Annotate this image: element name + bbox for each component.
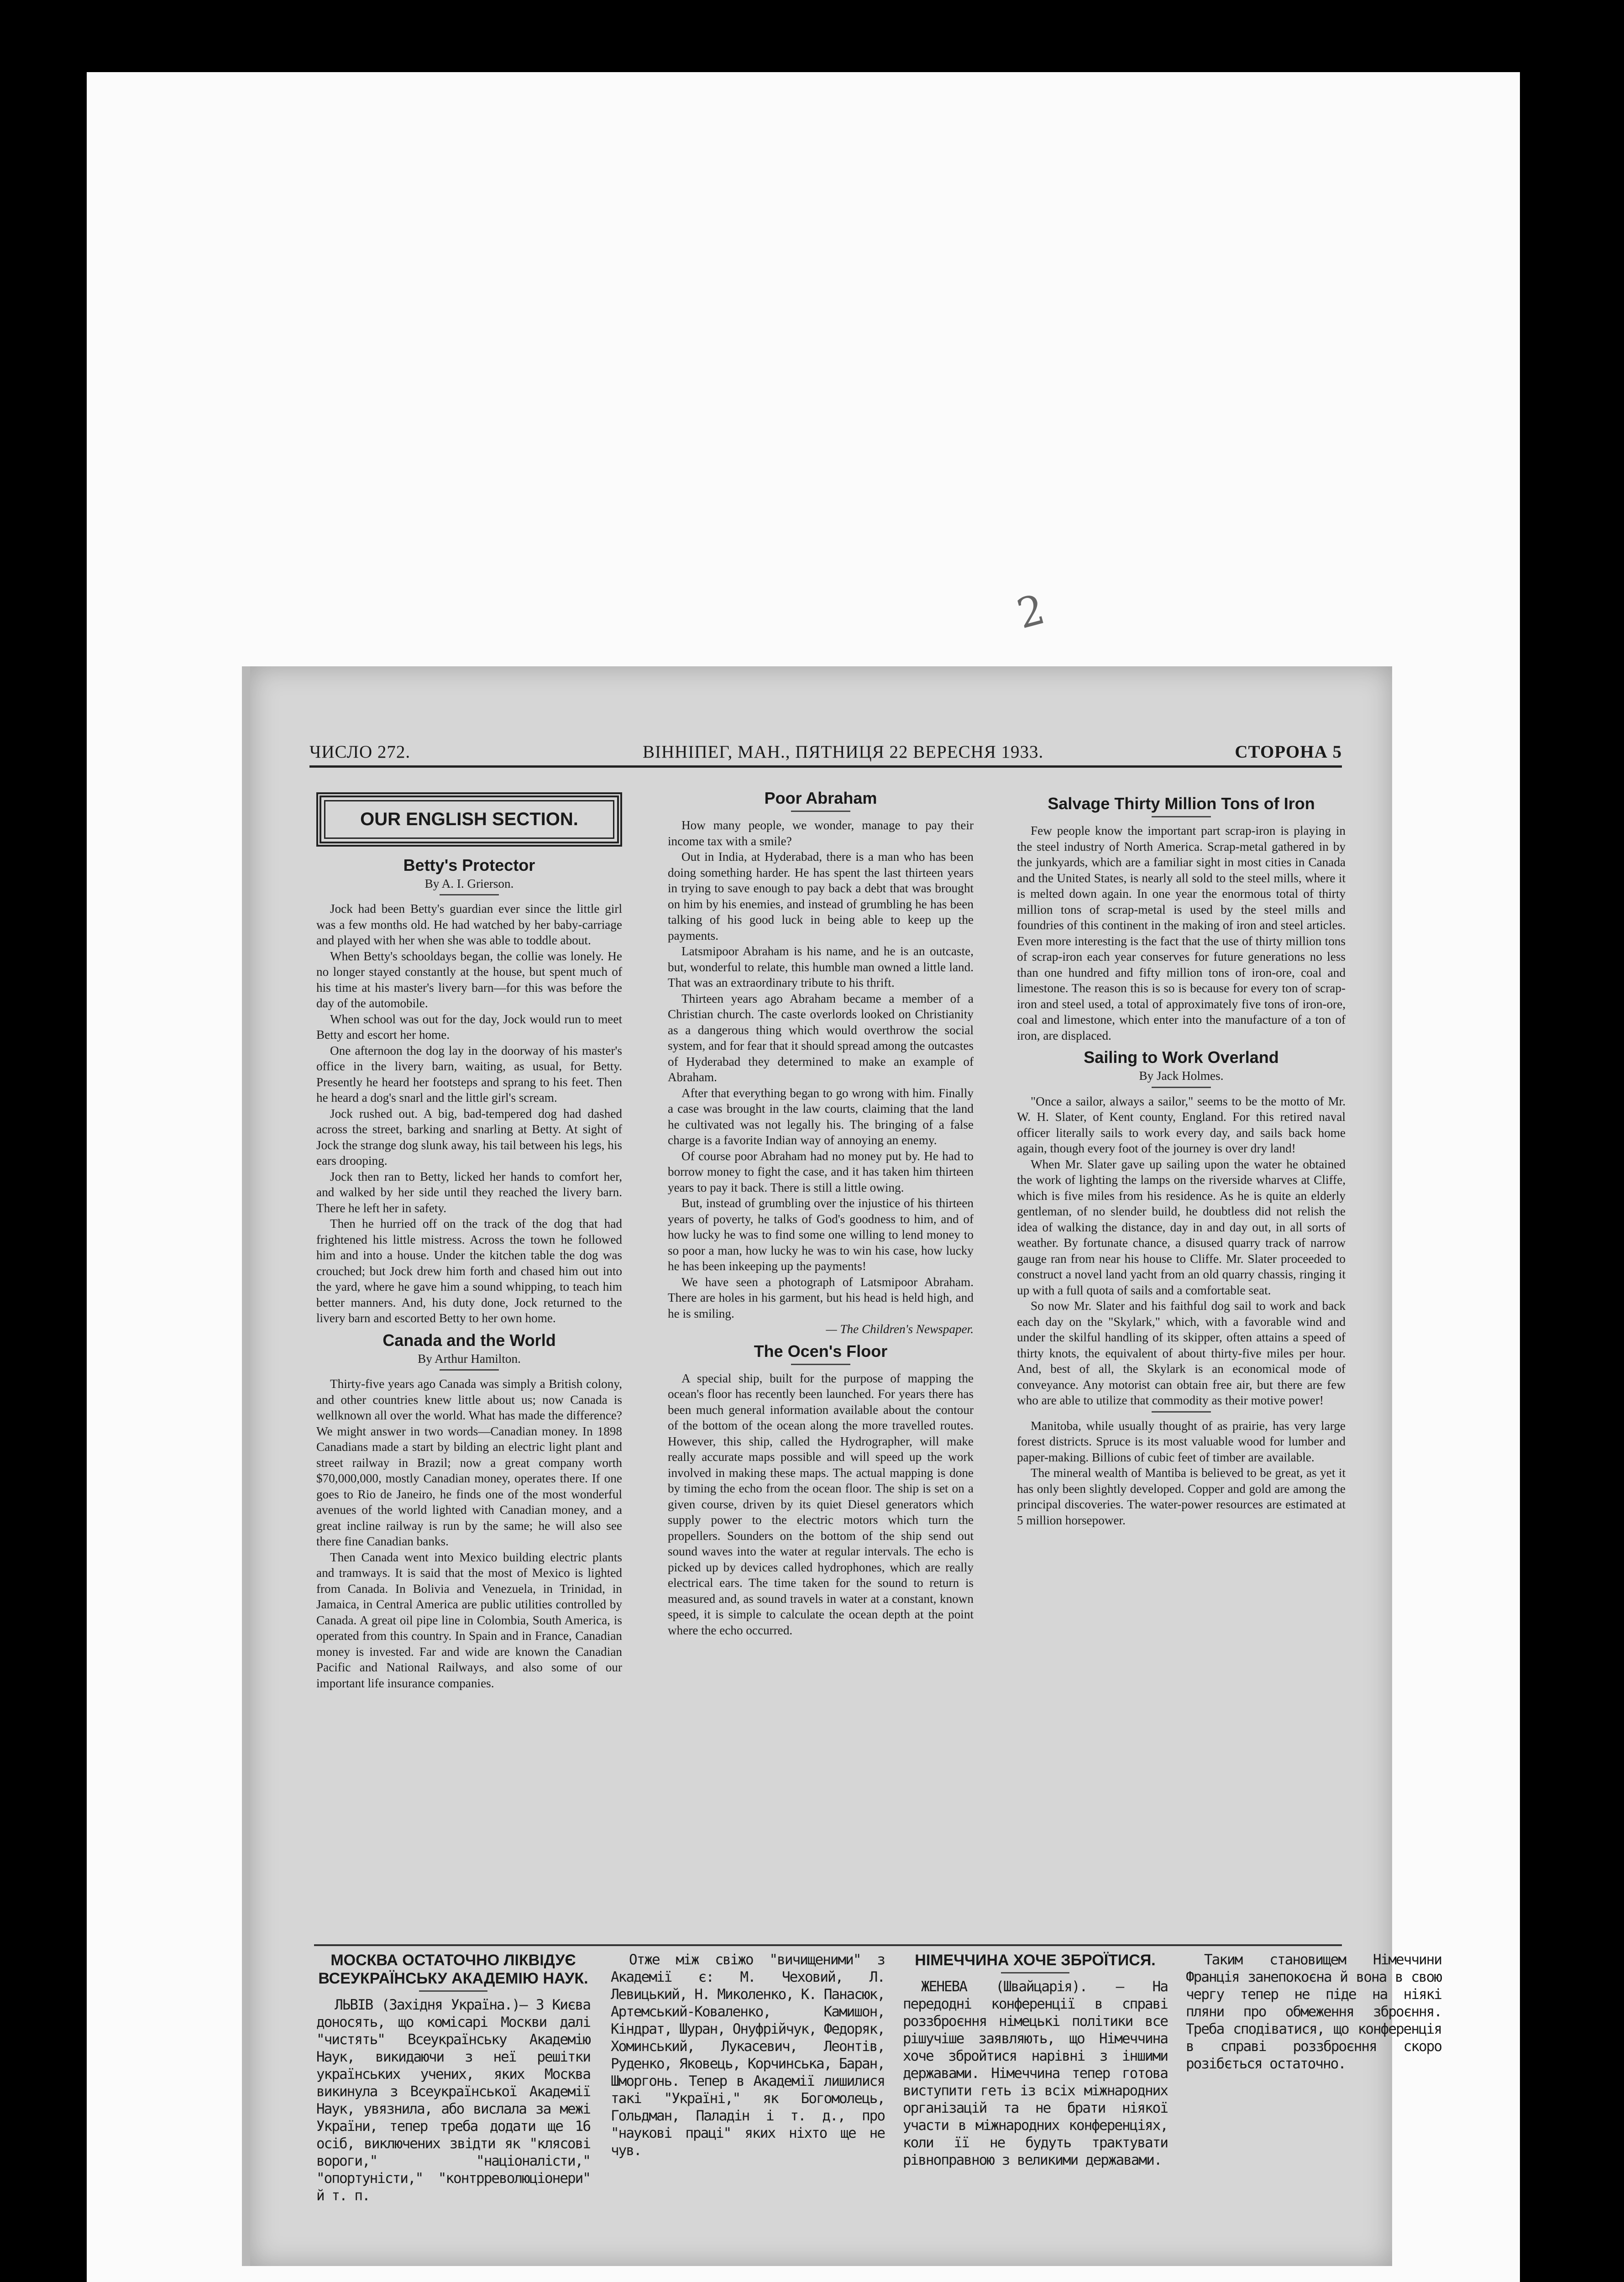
article-title: The Ocen's Floor bbox=[754, 1341, 888, 1361]
divider bbox=[1152, 1411, 1211, 1413]
dateline: ВІННІПЕГ, МАН., ПЯТНИЦЯ 22 ВЕРЕСНЯ 1933. bbox=[643, 742, 1044, 762]
english-column-2 bbox=[668, 784, 974, 1638]
paragraph: ЛЬВІВ (Західня Україна.)— З Києва доносять, що комісарі Москви далі "чистять" Всеукраїнську Академію Наук, викидаючи з неї решітки українських учених, яких Москва викинула з Всеукраїнської Академії Наук, увязнила, або вислала за межі України, тепер треба додати ще 16 осіб, виключених звідти як "клясові вороги," "націоналісти," "опортуністи," "контрреволюціонери" й т. п. bbox=[316, 1997, 590, 2204]
article-title: Canada and the World bbox=[382, 1330, 556, 1350]
divider bbox=[440, 1369, 499, 1371]
article-title: Betty's Protector bbox=[403, 855, 535, 874]
paragraph: Thirty-five years ago Canada was simply a British colony, and other countries knew little about us; now Canada is wellknown all over the world. What has made the difference? We might answer in two words—Canadian money. In 1898 Canadians made a start by bilding an electric light plant and street railway in Brazil; now a great company worth $70,000,000, mostly Canadian money, operates there. If one goes to Rio de Janeiro, he finds one of the most wonderful avenues of the world lighted with Canadian money, and a great incline railway is run by the same; he will also see there fine Canadian banks. bbox=[316, 1377, 622, 1548]
paragraph: Few people know the important part scrap-iron is playing in the steel industry of North America. Scrap-metal gathered in by the junkyards, which are a familiar sight in most cities in Canada and the United States, is nearly all sold to the steel mills, where it is melted down again. In one year the enormous total of thirty million tons of scrap-metal is used by the steel mills and foundries of this continent in the making of iron and steel articles. Even more interesting is the fact that the use of thirty million tons of scrap-iron each year conserves for future generations no less than one hundred and fifty million tons of iron-ore, coal and limestone. The reason this is so is because for every ton of scrap-iron and steel used, a total of approximately five tons of iron-ore, coal and limestone, which enter into the manufacture of a ton of iron, are displaced. bbox=[1017, 824, 1346, 1042]
article-title: Poor Abraham bbox=[764, 789, 877, 807]
divider bbox=[791, 811, 850, 812]
divider bbox=[1001, 1972, 1069, 1973]
byline: By A. I. Grierson. bbox=[424, 876, 514, 890]
divider bbox=[419, 1990, 487, 1992]
issue-number: ЧИСЛО 272. bbox=[309, 742, 411, 762]
paragraph: Отже між свіжо "вичищеними" з Академії є: М. Чеховий, Л. Левицький, Н. Миколенко, К. Панасюк, Артемський-Коваленко, Камишон, Кіндрат, Шуран, Онуфрійчук, Федоряк, Хоминський, Лукасевич, Леонтів, Руденко, Яковець, Корчинська, Баран, Шморгонь. Тепер в Академії лишилися такі "Україні," як Богомолець, Гольдман, Паладін і т. д., про "наукові праці" яких ніхто ще не чув. bbox=[611, 1952, 885, 2159]
news-title: НІМЕЧЧИНА ХОЧЕ ЗБРОЇТИСЯ. bbox=[915, 1952, 1156, 1969]
section-title-box bbox=[316, 792, 622, 847]
paragraph: Then he hurried off on the track of the dog that had frightened his little mistress. Across the town he followed him and into a house. Under the kitchen table the dog was crouched; but Jock drew him forth and chased him out into the yard, where he gave him a sound whipping, to teach him better manners. And, his duty done, Jock returned to the livery barn and escorted Betty to her own home. bbox=[316, 1217, 622, 1325]
page-number: СТОРОНА 5 bbox=[1235, 742, 1342, 762]
paragraph: Thirteen years ago Abraham became a member of a Christian church. The caste overlords looked on Christianity as a dangerous thing which would overthrow the social system, and for fear that it should spread among the outcastes of Hyderabad they determined to make an example of Abraham. bbox=[668, 991, 974, 1084]
paragraph: One afternoon the dog lay in the doorway of his master's office in the livery barn, waiting, as usual, for Betty. Presently he heard her footsteps and sprang to his feet. Then he heard a dog's snarl and the little girl's scream. bbox=[316, 1043, 622, 1104]
paragraph: Manitoba, while usually thought of as prairie, has very large forest districts. Spruce is its most valuable wood for lumber and paper-making. Billions of cubic feet of timber are available. bbox=[1017, 1418, 1346, 1464]
ukrainian-column-1 bbox=[316, 1951, 590, 2204]
attribution: — The Children's Newspaper. bbox=[826, 1322, 974, 1336]
paragraph: Jock had been Betty's guardian ever since the little girl was a few months old. He had watched by her baby-carriage and played with her when she was able to toddle about. bbox=[316, 902, 622, 947]
ukrainian-column-3 bbox=[903, 1951, 1168, 2169]
news-title: МОСКВА ОСТАТОЧНО ЛІКВІДУЄ ВСЕУКРАЇНСЬКУ АКАДЕМІЮ НАУК. bbox=[318, 1952, 588, 1987]
byline: By Arthur Hamilton. bbox=[418, 1351, 521, 1366]
divider bbox=[1152, 1087, 1211, 1088]
divider bbox=[1152, 816, 1211, 817]
page-header bbox=[309, 742, 1342, 768]
ukrainian-column-4 bbox=[1186, 1951, 1441, 2073]
paragraph: When Mr. Slater gave up sailing upon the water he obtained the work of lighting the lamps on the riverside wharves at Cliffe, which is five miles from his residence. As he is quite an elderly gentleman, of no slender build, he doubtless did not relish the idea of walking the distance, day in and day out, in all sorts of weather. By fortunate chance, a disused quarry track of narrow gauge ran from near his house to Cliffe. Mr. Slater proceeded to construct a novel land yacht from an old quarry chassis, ringing it up with a full quota of sails and a comfortable seat. bbox=[1017, 1157, 1346, 1297]
paragraph: Of course poor Abraham had no money put by. He had to borrow money to fight the case, and it has taken him thirteen years to pay it back. There is still a little owing. bbox=[668, 1149, 974, 1194]
english-column-1 bbox=[316, 789, 622, 1691]
article-title: Sailing to Work Overland bbox=[1084, 1048, 1279, 1067]
paragraph: When Betty's schooldays began, the collie was lonely. He no longer stayed constantly at the house, but spent much of his time at his master's livery barn—for this was before the day of the automobile. bbox=[316, 949, 622, 1010]
paragraph: We have seen a photograph of Latsmipoor Abraham. There are holes in his garment, but his head is held high, and he is smiling. bbox=[668, 1275, 974, 1320]
byline: By Jack Holmes. bbox=[1139, 1069, 1224, 1083]
paragraph: Jock then ran to Betty, licked her hands to comfort her, and walked by her side until they reached the livery barn. There he left her in safety. bbox=[316, 1169, 622, 1215]
section-divider bbox=[314, 1944, 1342, 1946]
section-title: OUR ENGLISH SECTION. bbox=[324, 800, 614, 839]
paragraph: After that everything began to go wrong with him. Finally a case was brought in the law courts, claiming that the land he cultivated was not legally his. The bringing of a false charge is a favorite Indian way of annoying an enemy. bbox=[668, 1086, 974, 1147]
paragraph: "Once a sailor, always a sailor," seems to be the motto of Mr. W. H. Slater, of Kent county, England. For this retired naval officer literally sails to work every day, and sails back home again, though every foot of the journey is over dry land! bbox=[1017, 1094, 1346, 1155]
paragraph: Latsmipoor Abraham is his name, and he is an outcaste, but, wonderful to relate, this humble man owned a little land. That was an extraordinary tribute to his thrift. bbox=[668, 944, 974, 989]
divider bbox=[440, 894, 499, 895]
paragraph: The mineral wealth of Mantiba is believed to be great, as yet it has only been slightly developed. Copper and gold are among the principal discoveries. The water-power resources are estimated at 5 million horsepower. bbox=[1017, 1466, 1346, 1527]
newspaper-page bbox=[242, 666, 1441, 2266]
paragraph: Таким становищем Німеччини Франція занепокоєна й вона в свою чергу тепер не піде на ніякі пляни про обмеження зброєння. Треба сподіватися, що конференція в справі роззброєння скоро розібється остаточно. bbox=[1186, 1952, 1441, 2072]
paragraph: Out in India, at Hyderabad, there is a man who has been doing something harder. He has spent the last thirteen years in trying to save enough to pay back a debt that was brought on him by his enemies, and instead of grumbling he has been talking of his good luck in being able to keep up the payments. bbox=[668, 850, 974, 942]
paragraph: A special ship, built for the purpose of mapping the ocean's floor has recently been launched. For years there has been much general information available about the contour of the bottom of the ocean along the more travelled routes. However, this ship, called the Hydrographer, will make really accurate maps possible and will speed up the work involved in making these maps. The actual mapping is done by timing the echo from the ocean floor. The ship is set on a given course, driven by its quiet Diesel generators which supply power to the electric motors which turn the propellers. Sounders on the bottom of the ship send out sound waves into the water at regular intervals. The echo is picked up by devices called hydrophones, which are really electrical ears. The time taken for the sound to return is measured and, as sound travels in water at a constant, known speed, it is simple to calculate the ocean depth at the point where the echo occurred. bbox=[668, 1371, 974, 1637]
ukrainian-column-2 bbox=[611, 1951, 885, 2159]
paragraph: Then Canada went into Mexico building electric plants and tramways. It is said that the most of Mexico is lighted from Canada. In Bolivia and Venezuela, in Trinidad, in Jamaica, in Central America are public utilities controlled by Canada. A great oil pipe line in Colombia, South America, is operated from this country. In Spain and in France, Canadian money is invested. Far and wide are known the Canadian Pacific and National Railways, and also some of our important life insurance companies. bbox=[316, 1550, 622, 1690]
english-column-3 bbox=[1017, 790, 1346, 1528]
paragraph: Jock rushed out. A big, bad-tempered dog had dashed across the street, barking and snarling at Betty. At sight of Jock the strange dog slunk away, his tail between his legs, his ears drooping. bbox=[316, 1106, 622, 1167]
article-title: Salvage Thirty Million Tons of Iron bbox=[1048, 794, 1315, 813]
paragraph: So now Mr. Slater and his faithful dog sail to work and back each day on the "Skylark," which, with a favorable wind and under the skilful handling of its skipper, often attains a speed of thirty knots, the equivalent of about thirty-five miles per hour. And, best of all, the Skylark is an economical mode of conveyance. Any motorist can obtain free air, but there are few who are able to utilize that commodity as their motive power! bbox=[1017, 1299, 1346, 1407]
paragraph: But, instead of grumbling over the injustice of his thirteen years of poverty, he talks of God's goodness to him, and of how lucky he was to find some one willing to lend money to so poor a man, how lucky he was to win his case, how lucky he has been inkeeping up the payments! bbox=[668, 1196, 974, 1273]
divider bbox=[791, 1364, 850, 1365]
pencil-mark: 2 bbox=[1012, 585, 1050, 639]
paragraph: ЖЕНЕВА (Швайцарія). — На передодні конференції в справі роззброєння німецькі політики все рішучіше заявляють, що Німеччина хоче збройтися нарівні з іншими державами. Німеччина тепер готова виступити геть із всіх міжнародних організацій та не брати ніякої участи в міжнародних конференціях, коли її не будуть трактувати рівноправною з великими державами. bbox=[903, 1978, 1168, 2168]
paragraph: How many people, we wonder, manage to pay their income tax with a smile? bbox=[668, 818, 974, 848]
paragraph: When school was out for the day, Jock would run to meet Betty and escort her home. bbox=[316, 1012, 622, 1042]
